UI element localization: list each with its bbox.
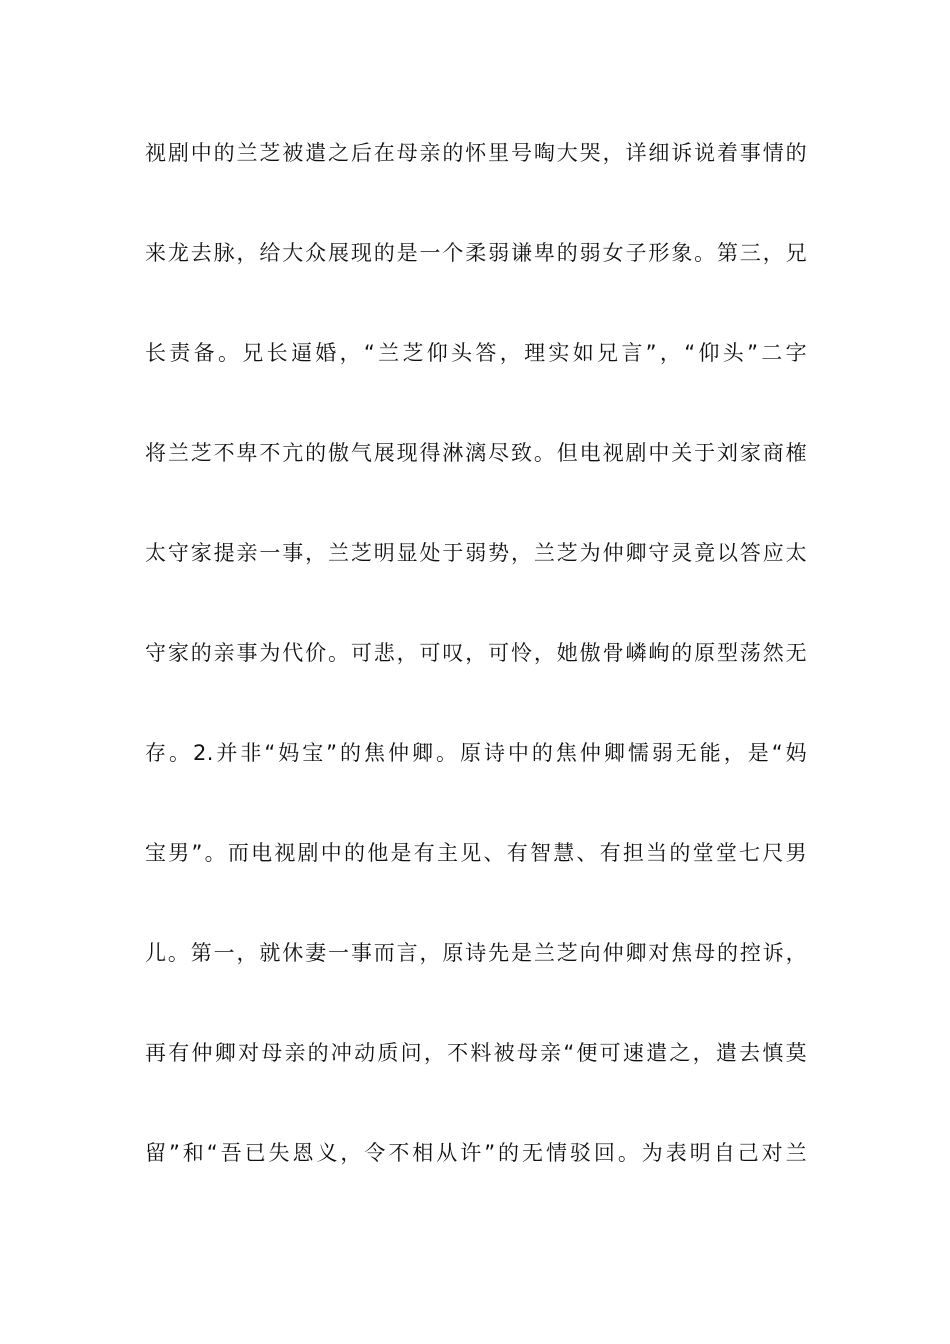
body-text <box>145 131 807 1231</box>
text-line: 儿。第一，就休妻一事而言，原诗先是兰芝向仲卿对焦母的控诉， <box>145 941 807 965</box>
text-line: 宝男”。而电视剧中的他是有主见、有智慧、有担当的堂堂七尺男 <box>145 841 807 865</box>
text-line: 来龙去脉，给大众展现的是一个柔弱谦卑的弱女子形象。第三，兄 <box>145 241 807 265</box>
text-line: 视剧中的兰芝被遣之后在母亲的怀里号啕大哭，详细诉说着事情的 <box>145 141 807 165</box>
text-line: 长责备。兄长逼婚，“兰芝仰头答，理实如兄言”，“仰头”二字 <box>145 341 807 365</box>
text-line: 再有仲卿对母亲的冲动质问，不料被母亲“便可速遣之，遣去慎莫 <box>145 1041 807 1065</box>
text-line: 太守家提亲一事，兰芝明显处于弱势，兰芝为仲卿守灵竟以答应太 <box>145 541 807 565</box>
text-line: 存。2.并非“妈宝”的焦仲卿。原诗中的焦仲卿懦弱无能，是“妈 <box>145 741 807 765</box>
text-line: 守家的亲事为代价。可悲，可叹，可怜，她傲骨嶙峋的原型荡然无 <box>145 641 807 665</box>
text-line: 将兰芝不卑不亢的傲气展现得淋漓尽致。但电视剧中关于刘家商榷 <box>145 441 807 465</box>
text-line: 留”和“吾已失恩义，令不相从许”的无情驳回。为表明自己对兰 <box>145 1141 807 1165</box>
